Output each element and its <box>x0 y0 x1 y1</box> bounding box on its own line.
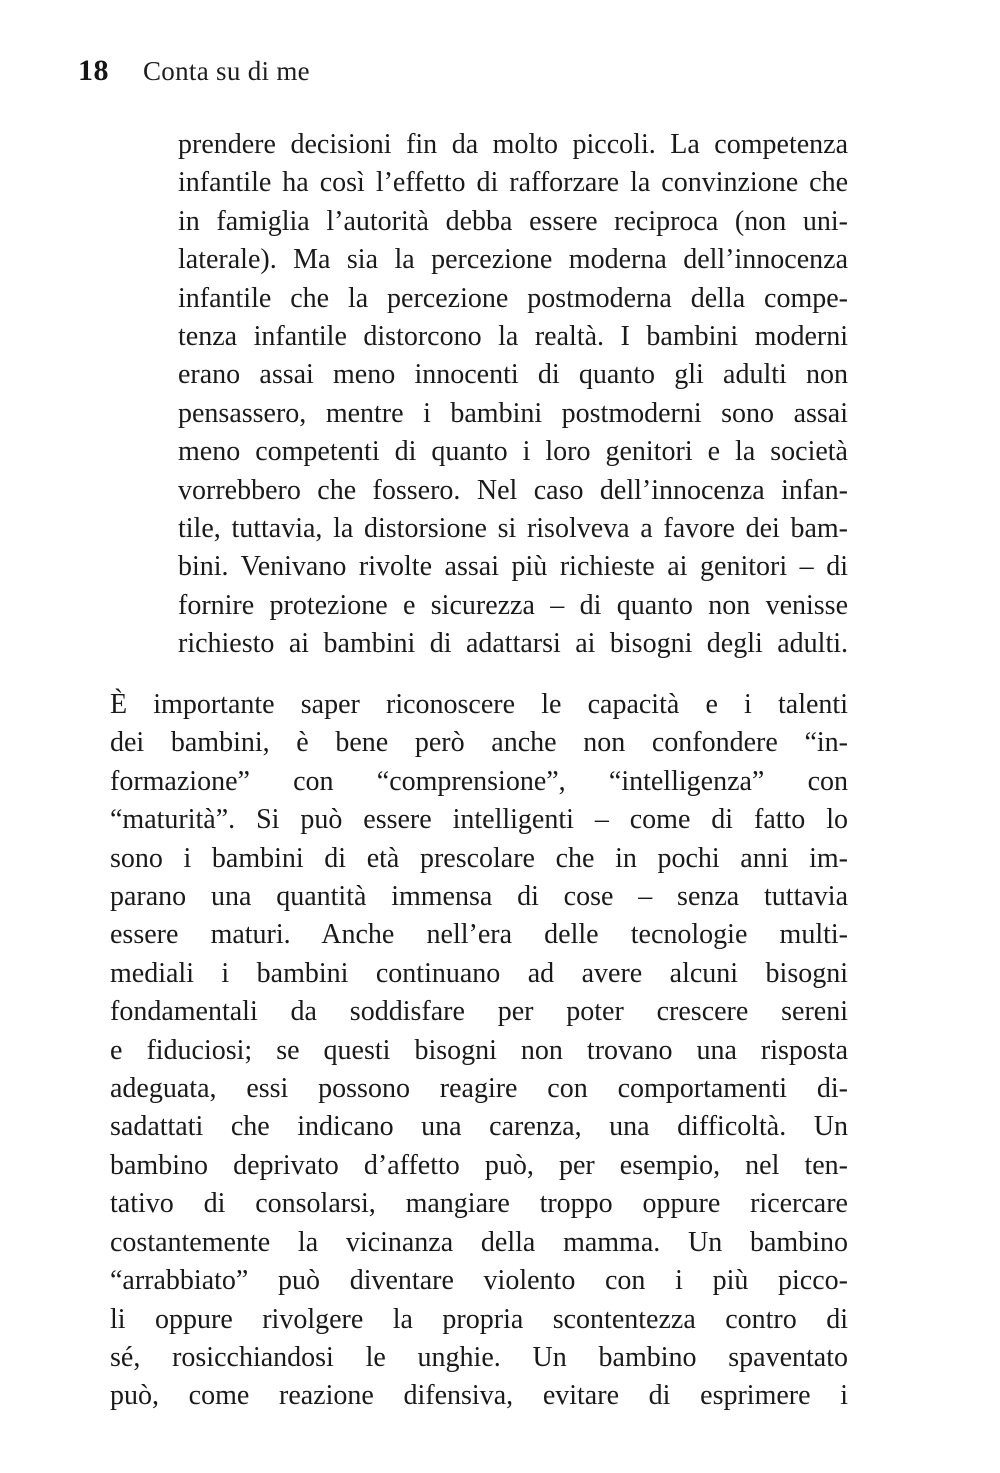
text-line: costantemente la vicinanza della mamma. Un bambino <box>110 1226 848 1258</box>
text-line: “arrabbiato” può diventare violento con i più picco- <box>110 1265 848 1297</box>
text-line: pensassero, mentre i bambini postmoderni sono assai <box>178 397 848 429</box>
text-line: infantile che la percezione postmoderna della compe- <box>178 282 848 314</box>
text-line: e fiduciosi; se questi bisogni non trovano una risposta <box>110 1034 848 1066</box>
body-paragraph <box>110 686 848 1416</box>
text-line: tenza infantile distorcono la realtà. I bambini moderni <box>178 321 848 353</box>
text-line: mediali i bambini continuano ad avere alcuni bisogni <box>110 957 848 989</box>
text-line: tativo di consolarsi, mangiare troppo oppure ricercare <box>110 1188 848 1220</box>
text-line: bini. Venivano rivolte assai più richieste ai genitori – di <box>178 551 848 583</box>
text-line: sono i bambini di età prescolare che in pochi anni im- <box>110 842 848 874</box>
text-line: li oppure rivolgere la propria scontentezza contro di <box>110 1303 848 1335</box>
text-line: tile, tuttavia, la distorsione si risolveva a favore dei bam- <box>178 513 848 545</box>
text-line: fondamentali da soddisfare per poter crescere sereni <box>110 996 848 1028</box>
text-line: fornire protezione e sicurezza – di quanto non venisse <box>178 589 848 621</box>
text-line: infantile ha così l’effetto di rafforzare la convinzione che <box>178 167 848 199</box>
text-line: parano una quantità immensa di cose – senza tuttavia <box>110 881 848 913</box>
text-line: adeguata, essi possono reagire con comportamenti di- <box>110 1073 848 1105</box>
text-line: formazione” con “comprensione”, “intelligenza” con <box>110 765 848 797</box>
page-header <box>78 54 310 88</box>
text-line: dei bambini, è bene però anche non confondere “in- <box>110 727 848 759</box>
text-line: vorrebbero che fossero. Nel caso dell’innocenza infan- <box>178 474 848 506</box>
text-line: prendere decisioni fin da molto piccoli. La competenza <box>178 129 848 160</box>
text-line: erano assai meno innocenti di quanto gli adulti non <box>178 359 848 391</box>
text-line: può, come reazione difensiva, evitare di esprimere i <box>110 1380 848 1412</box>
text-line: essere maturi. Anche nell’era delle tecnologie multi- <box>110 919 848 951</box>
text-line: sé, rosicchiandosi le unghie. Un bambino spaventato <box>110 1341 848 1373</box>
text-line: sadattati che indicano una carenza, una difficoltà. Un <box>110 1111 848 1143</box>
text-line: laterale). Ma sia la percezione moderna dell’innocenza <box>178 244 848 276</box>
text-line: meno competenti di quanto i loro genitori e la società <box>178 436 848 468</box>
text-line: richiesto ai bambini di adattarsi ai bisogni degli adulti. <box>178 628 848 660</box>
page-number: 18 <box>78 54 109 87</box>
text-line: bambino deprivato d’affetto può, per esempio, nel ten- <box>110 1149 848 1181</box>
text-line: “maturità”. Si può essere intelligenti – come di fatto lo <box>110 804 848 836</box>
text-line: È importante saper riconoscere le capacità e i talenti <box>110 689 848 720</box>
running-title: Conta su di me <box>143 56 310 86</box>
block-quote <box>178 126 848 664</box>
text-line: in famiglia l’autorità debba essere reciproca (non uni- <box>178 205 848 237</box>
